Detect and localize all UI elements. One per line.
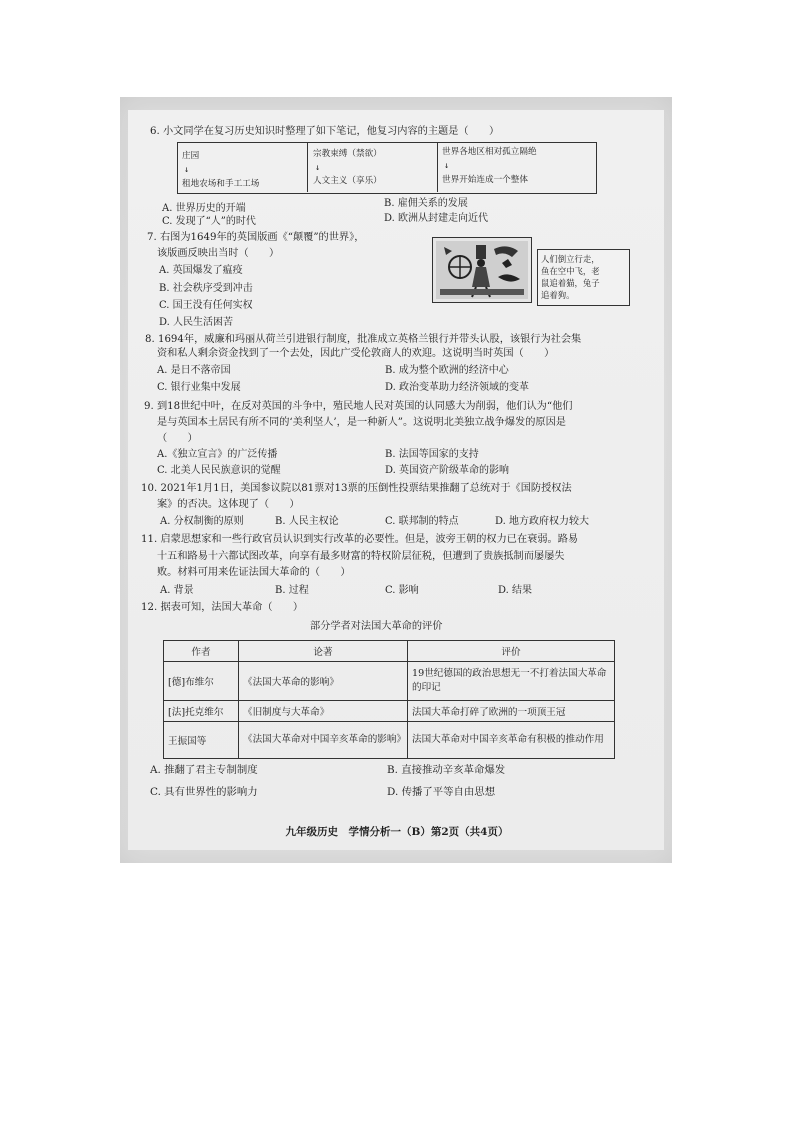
col-evaluation: 评价	[408, 641, 615, 662]
woodcut-caption-4: 追着狗。	[541, 290, 575, 300]
q6-note3-bottom: 世界开始连成一个整体	[442, 175, 528, 185]
q10-option-c: C. 联邦制的特点	[385, 516, 459, 527]
q12-option-a: A. 推翻了君主专制制度	[150, 764, 258, 776]
woodcut-caption-3: 鼠追着猫，兔子	[541, 278, 600, 288]
q8-option-c: C. 银行业集中发展	[157, 382, 241, 393]
q6-note2-top: 宗教束缚（禁欲）	[313, 149, 382, 159]
q8-option-d: D. 政治变革助力经济领域的变革	[385, 382, 530, 393]
q12-option-c: C. 具有世界性的影响力	[150, 786, 258, 798]
q7-option-d: D. 人民生活困苦	[159, 317, 234, 328]
q6-note3-top: 世界各地区相对孤立隔绝	[442, 147, 537, 157]
q7-option-b: B. 社会秩序受到冲击	[159, 283, 253, 294]
q11-stem-line2: 十五和路易十六都试图改革，向享有最多财富的特权阶层征税，但遭到了贵族抵制而屡屡失	[157, 551, 565, 562]
q9-stem-line3: （ ）	[157, 433, 198, 444]
q6-note2-bottom: 人文主义（享乐）	[313, 176, 382, 186]
q9-stem-line1: 9. 到18世纪中叶，在反对英国的斗争中，殖民地人民对英国的认同感大为削弱，他们认为“他们	[144, 401, 573, 412]
q12-option-d: D. 传播了平等自由思想	[387, 786, 496, 798]
q10-stem-line1: 10. 2021年1月1日，美国参议院以81票对13票的压倒性投票结果推翻了总统对于《国防授权法	[141, 483, 572, 494]
q11-option-b: B. 过程	[275, 585, 309, 596]
q8-stem-line2: 资和私人剩余资金找到了一个去处，因此广受伦敦商人的欢迎。这说明当时英国（ ）	[157, 348, 555, 359]
q11-stem-line1: 11. 启蒙思想家和一些行政官员认识到实行改革的必要性。但是，波旁王朝的权力已在衰弱。路易	[141, 534, 579, 545]
q11-option-c: C. 影响	[385, 585, 419, 596]
q6-option-c: C. 发现了“人”的时代	[162, 216, 256, 227]
woodcut-illustration	[432, 237, 532, 303]
q11-option-a: A. 背景	[160, 585, 194, 596]
q6-note1-bottom: 租地农场和手工工场	[182, 179, 260, 189]
q10-option-b: B. 人民主权论	[275, 516, 339, 527]
q12-stem: 12. 据表可知，法国大革命（ ）	[141, 602, 304, 613]
table-header-row	[164, 641, 615, 662]
table-row: 王振国等 《法国大革命对中国辛亥革命的影响》 法国大革命对中国辛亥革命有积极的推动作用	[164, 722, 615, 759]
q11-option-d: D. 结果	[498, 585, 533, 596]
q8-option-a: A. 是日不落帝国	[157, 365, 231, 376]
q6-option-d: D. 欧洲从封建走向近代	[384, 213, 489, 224]
q7-stem-line1: 7. 右图为1649年的英国版画《“颠覆”的世界》，	[147, 232, 365, 243]
col-author: 作者	[164, 641, 239, 662]
q9-option-c: C. 北美人民民族意识的觉醒	[157, 465, 281, 476]
q9-option-a: A.《独立宣言》的广泛传播	[157, 449, 278, 460]
q7-option-c: C. 国王没有任何实权	[159, 300, 253, 311]
q8-option-b: B. 成为整个欧洲的经济中心	[385, 365, 509, 376]
col-work: 论著	[239, 641, 408, 662]
q7-option-a: A. 英国爆发了瘟疫	[159, 265, 243, 276]
q9-stem-line2: 是与英国本土居民有所不同的‘美利坚人’，是一种新人”。这说明北美独立战争爆发的原因是	[157, 417, 566, 428]
q10-option-a: A. 分权制衡的原则	[160, 516, 244, 527]
q6-stem: 6. 小文同学在复习历史知识时整理了如下笔记，他复习内容的主题是（ ）	[150, 126, 500, 137]
q9-option-d: D. 英国资产阶级革命的影响	[385, 465, 510, 476]
woodcut-caption-2: 鱼在空中飞，老	[541, 266, 600, 276]
q6-note1-top: 庄园	[182, 151, 200, 161]
q10-option-d: D. 地方政府权力较大	[495, 516, 590, 527]
q6-option-b: B. 雇佣关系的发展	[384, 198, 468, 209]
q10-stem-line2: 案》的否决。这体现了（ ）	[157, 499, 300, 510]
q12-table-title: 部分学者对法国大革命的评价	[310, 621, 443, 632]
q9-option-b: B. 法国等国家的支持	[385, 449, 479, 460]
table-row: [德]布维尔 《法国大革命的影响》 19世纪德国的政治思想无一不打着法国大革命的印记	[164, 662, 615, 701]
page-footer: 九年级历史 学情分析一（B）第2页（共4页）	[285, 826, 509, 838]
evaluation-table	[163, 640, 615, 759]
woodcut-caption-1: 人们倒立行走，	[541, 254, 600, 264]
q8-stem-line1: 8. 1694年，威廉和玛丽从荷兰引进银行制度，批准成立英格兰银行并带头认股，该银行为社会集	[145, 334, 582, 345]
q12-option-b: B. 直接推动辛亥革命爆发	[387, 764, 506, 776]
table-row: [法]托克维尔 《旧制度与大革命》 法国大革命打碎了欧洲的一项顶王冠	[164, 701, 615, 722]
q7-stem-line2: 该版画反映出当时（ ）	[157, 248, 280, 259]
q6-option-a: A. 世界历史的开端	[162, 203, 246, 214]
q11-stem-line3: 败。材料可用来佐证法国大革命的（ ）	[157, 567, 351, 578]
